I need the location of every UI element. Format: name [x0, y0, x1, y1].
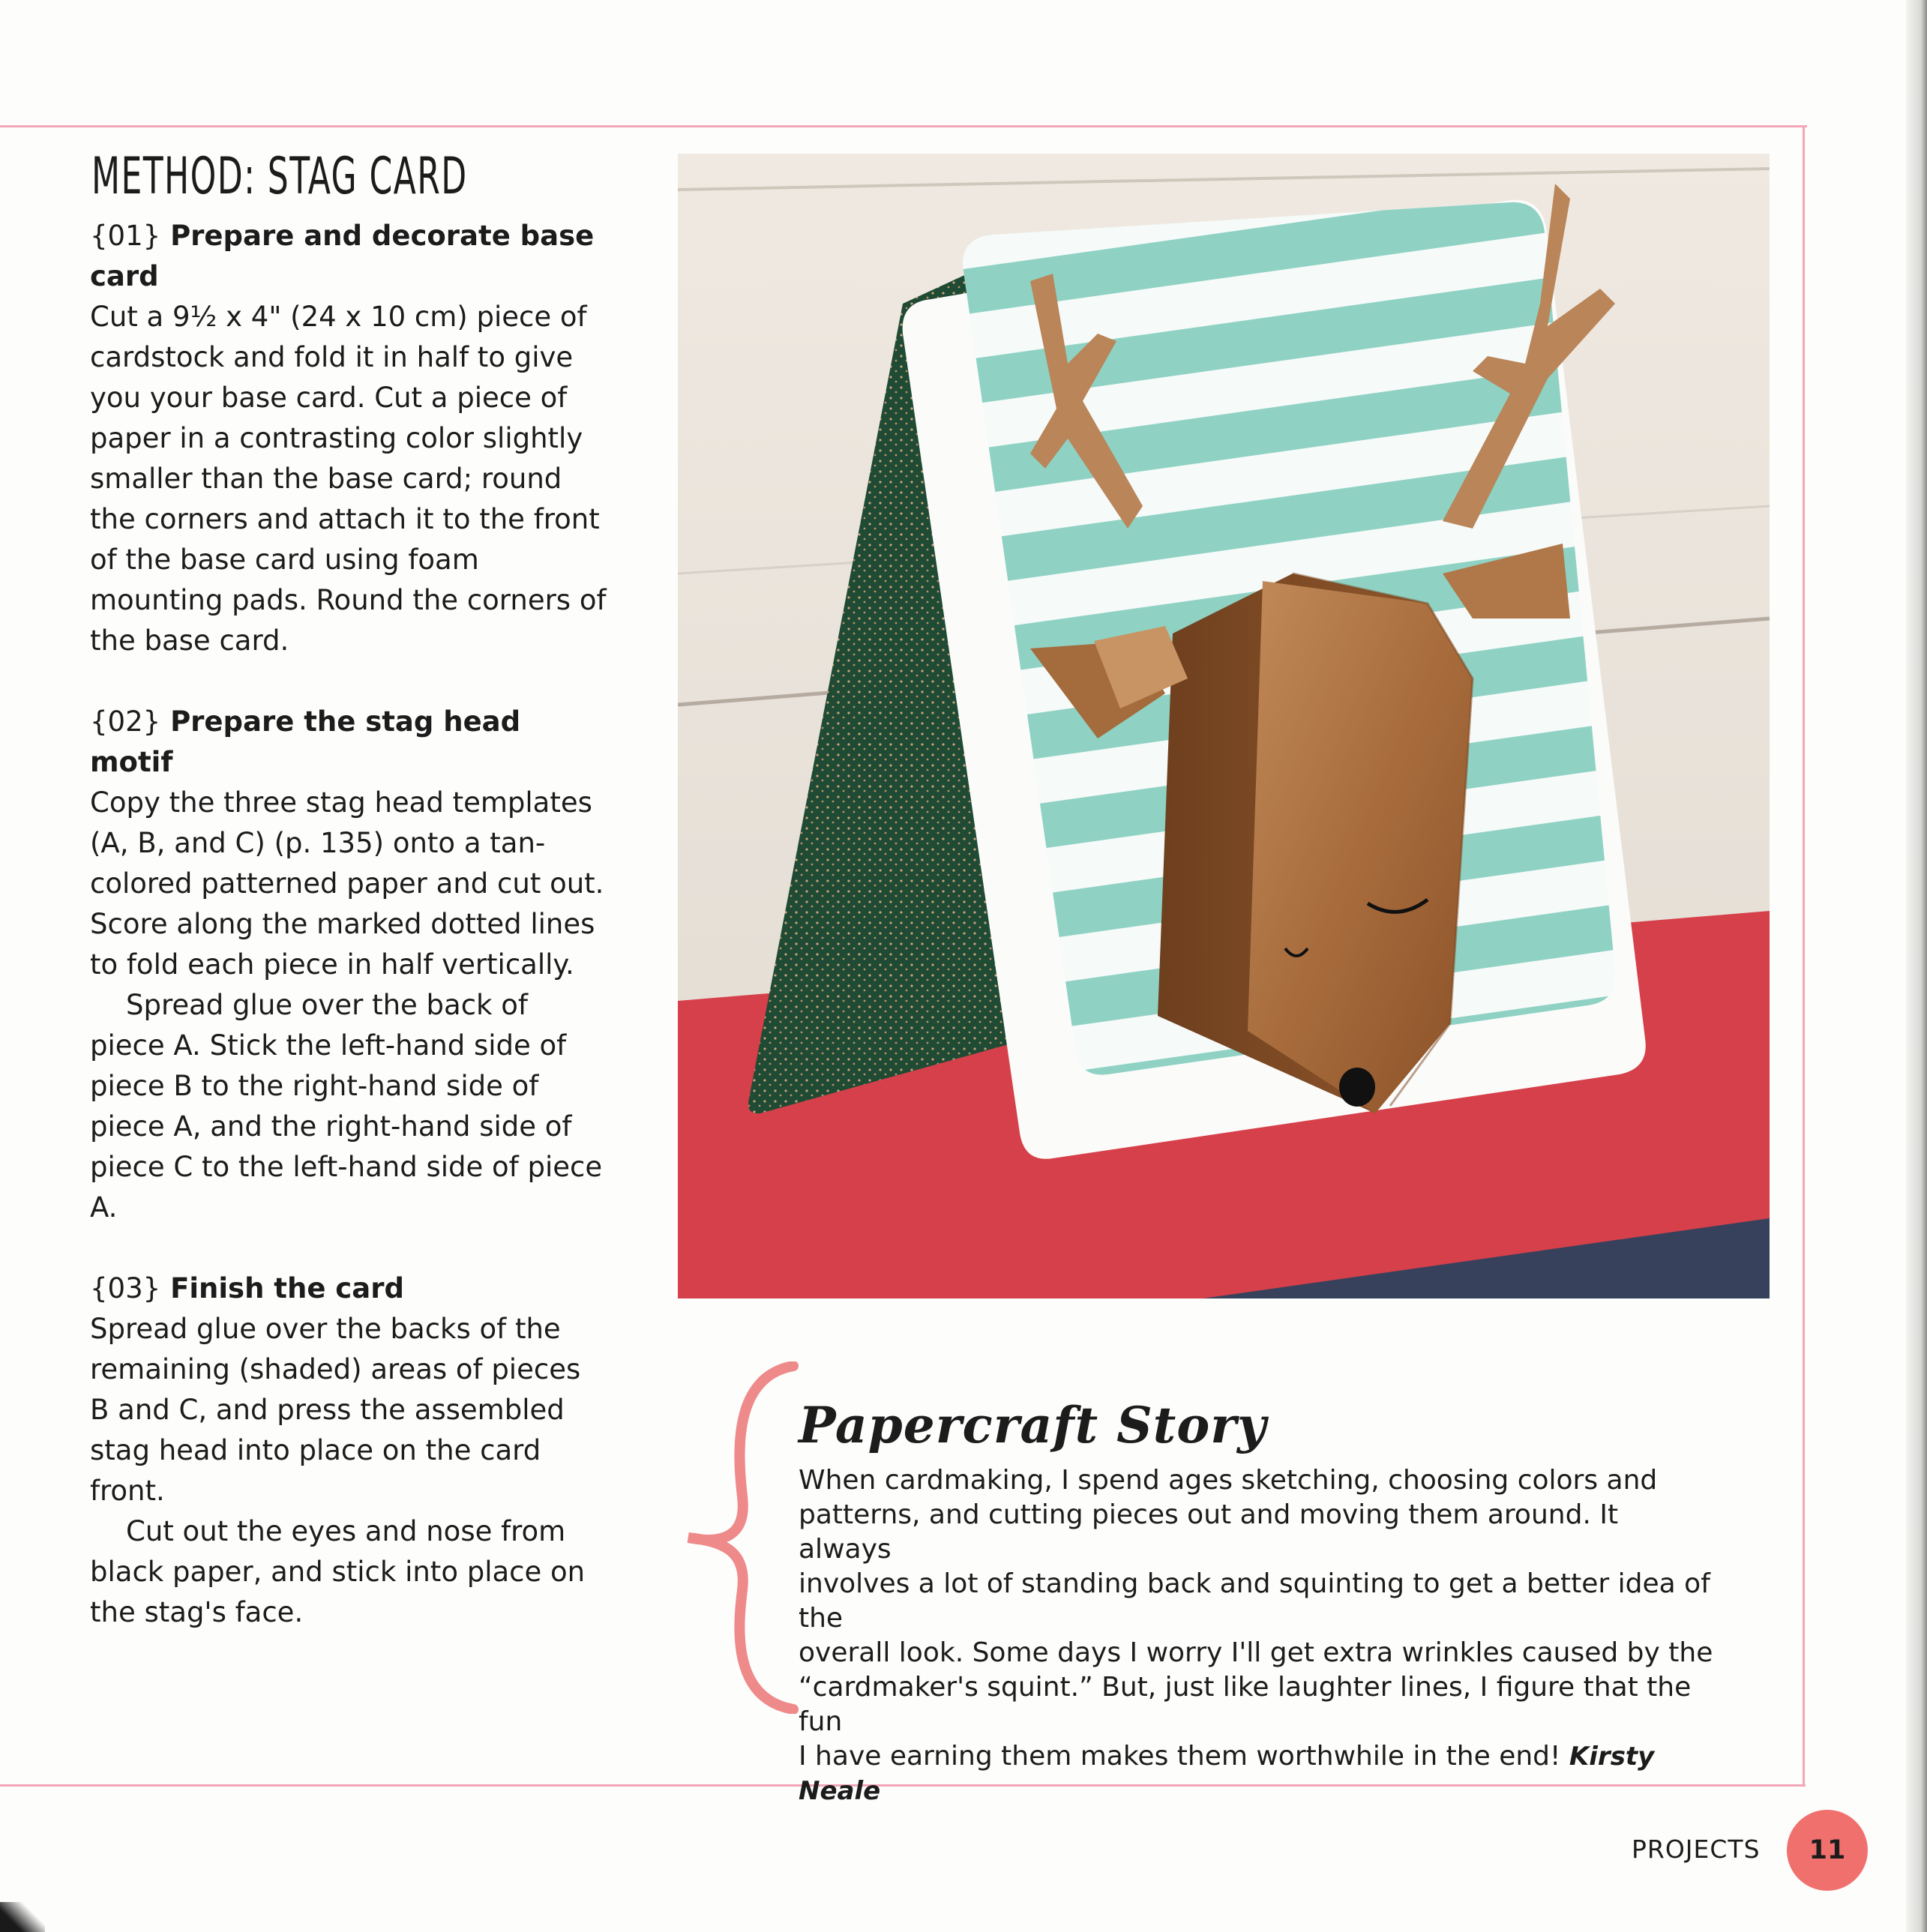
- step-number: {01}: [90, 220, 161, 252]
- step-2: [90, 702, 607, 1228]
- step-heading: [90, 702, 607, 783]
- decorative-brace: [681, 1361, 808, 1714]
- step-title: Prepare the stag head motif: [90, 705, 521, 778]
- step-title: Finish the card: [170, 1272, 404, 1304]
- step-number: {03}: [90, 1272, 161, 1304]
- step-paragraph: Spread glue over the backs of the remaining (shaded) areas of pieces B and C, and press the assembled stag head into place on the card front.: [90, 1313, 581, 1507]
- step-paragraph: Copy the three stag head templates (A, B, and C) (p. 135) onto a tan-colored patterned paper and cut out. Score along the marked dotted lines to fold each piece in half vertically.: [90, 786, 604, 981]
- step-paragraph: Cut out the eyes and nose from black paper, and stick into place on the stag's face.: [90, 1515, 586, 1628]
- page-corner-shadow: [0, 1902, 45, 1932]
- step-3: [90, 1269, 607, 1633]
- step-heading: [90, 1269, 607, 1309]
- step-paragraph: Cut a 9½ x 4" (24 x 10 cm) piece of cardstock and fold it in half to give you your base card. Cut a piece of paper in a contrasting color slightly smaller than the base card; round the corners and attach it to the front of the base card using foam mounting pads. Round the corners of the base card.: [90, 301, 607, 657]
- step-1: [90, 216, 607, 661]
- story-text: When cardmaking, I spend ages sketching, choosing colors and patterns, and cutting pieces out and moving them around. It always involves a lot of standing back and squinting to get a better idea of the overall look. Some days I worry I'll get extra wrinkles caused by the “cardmaker's squint.” But, just like laughter lines, I figure that the fun I have earning them makes them worthwhile in the end!: [799, 1465, 1713, 1772]
- story-author: Kirsty Neale: [799, 1742, 1655, 1806]
- method-title: METHOD: STAG CARD: [91, 147, 468, 206]
- step-number: {02}: [90, 705, 161, 738]
- section-label: PROJECTS: [1632, 1835, 1761, 1864]
- top-rule: [0, 125, 1807, 127]
- step-heading: [90, 216, 607, 297]
- steps-column: [90, 216, 607, 1673]
- right-rule: [1803, 125, 1805, 1787]
- story-body: [799, 1463, 1713, 1808]
- story-title: Papercraft Story: [799, 1396, 1267, 1454]
- page-number-badge: 11: [1787, 1810, 1868, 1891]
- stag-card-photo: [678, 154, 1770, 1298]
- book-gutter: [1906, 0, 1927, 1932]
- step-paragraph: Spread glue over the back of piece A. Stick the left-hand side of piece B to the right-hand side of piece A, and the right-hand side of piece C to the left-hand side of piece A.: [90, 989, 603, 1224]
- step-title: Prepare and decorate base card: [90, 220, 595, 292]
